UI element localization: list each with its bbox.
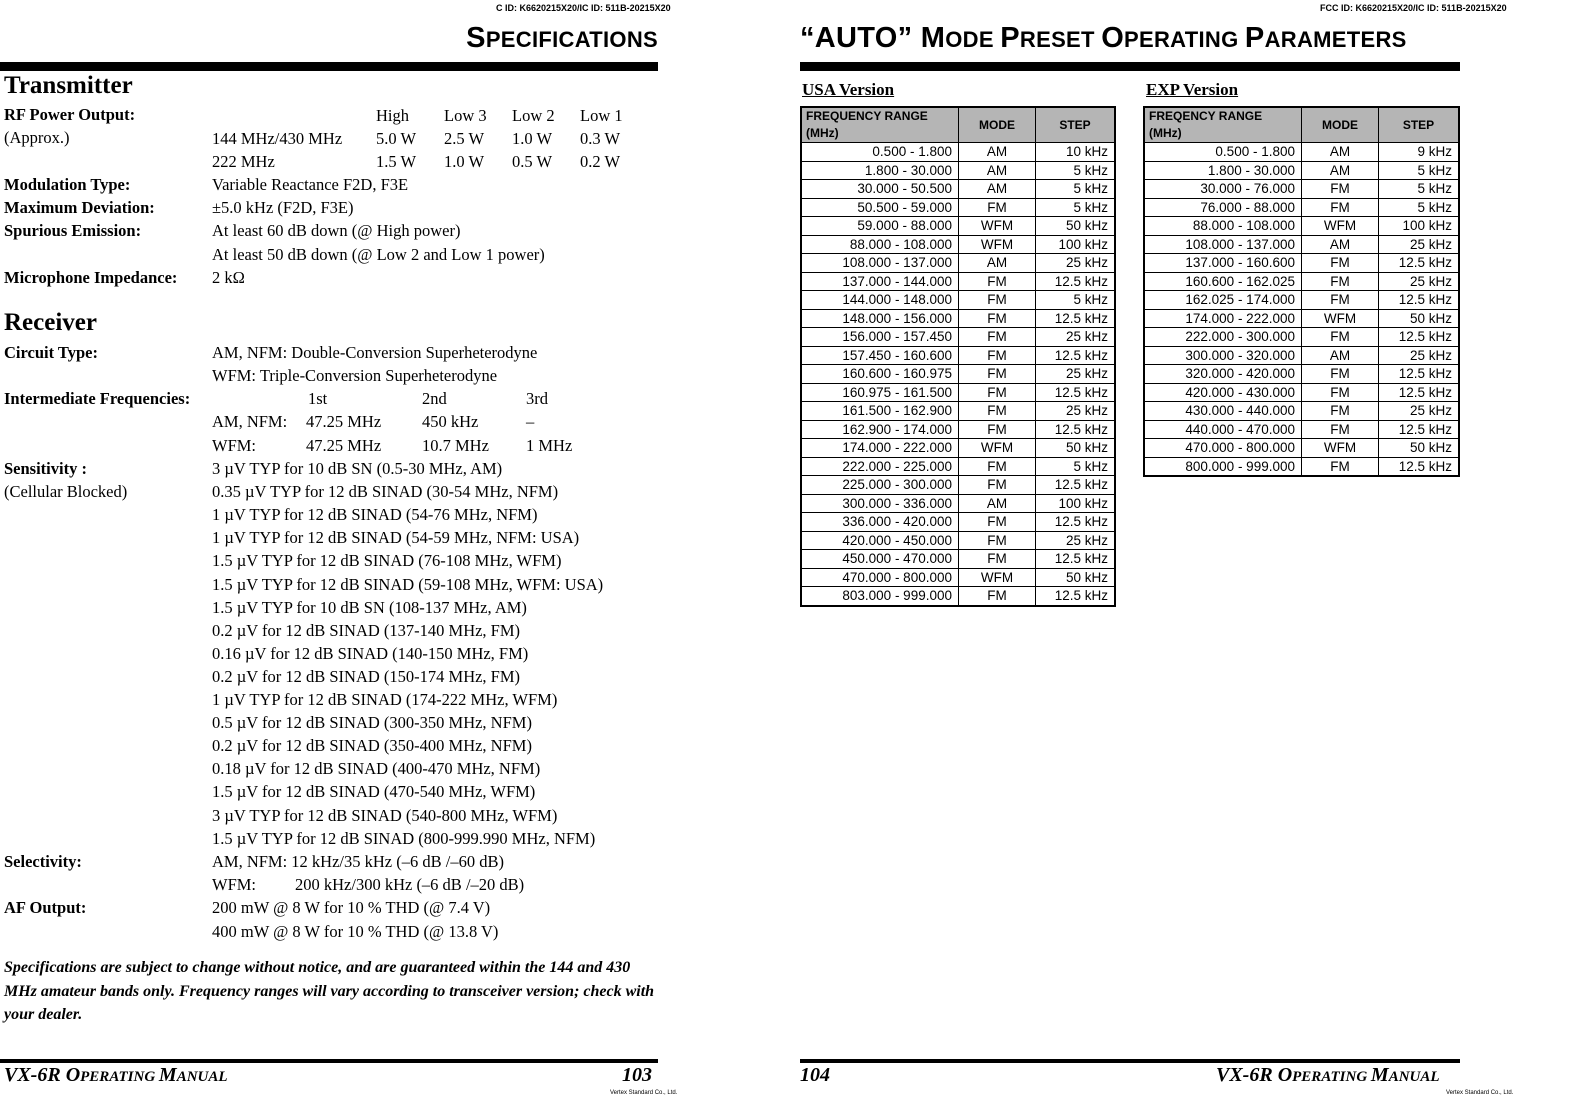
- page-104: [790, 0, 1582, 1115]
- mode-cell: FM: [1302, 254, 1379, 273]
- mode-cell: FM: [959, 346, 1036, 365]
- selectivity-label: Selectivity:: [4, 852, 82, 871]
- if-col-2nd: 2nd: [422, 389, 447, 408]
- table-row: [1144, 420, 1459, 439]
- mode-cell: FM: [959, 587, 1036, 606]
- rf-power-approx-label: (Approx.): [4, 128, 70, 147]
- rf-col-low1: Low 1: [580, 106, 623, 125]
- rf-value: 1.0 W: [444, 152, 485, 171]
- page-title: SPECIFICATIONS: [466, 22, 658, 54]
- mode-cell: AM: [959, 161, 1036, 180]
- mode-cell: WFM: [1302, 309, 1379, 328]
- specifications-note: Specifications are subject to change without notice, and are guaranteed within the 144 and 430 MHz amateur bands only. Frequency ranges will vary according to transceiver version; check with your dealer.: [4, 959, 655, 1023]
- step-cell: 5 kHz: [1379, 198, 1460, 217]
- frequency-range-cell: 162.900 - 174.000: [801, 420, 959, 439]
- sensitivity-value: 1.5 µV for 12 dB SINAD (470-540 MHz, WFM): [212, 782, 536, 802]
- if-mode: AM, NFM:: [212, 412, 288, 431]
- frequency-range-cell: 225.000 - 300.000: [801, 476, 959, 495]
- page-title: “AUTO” MODE PRESET OPERATING PARAMETERS: [800, 22, 1407, 54]
- selectivity-wfm-label: WFM:: [212, 875, 257, 894]
- mode-cell: WFM: [959, 217, 1036, 236]
- sensitivity-label: Sensitivity :: [4, 459, 87, 478]
- step-cell: 9 kHz: [1379, 143, 1460, 162]
- mode-cell: FM: [959, 272, 1036, 291]
- mode-cell: FM: [959, 457, 1036, 476]
- frequency-range-cell: 108.000 - 137.000: [801, 254, 959, 273]
- table-row: [801, 587, 1115, 606]
- step-cell: 12.5 kHz: [1036, 476, 1116, 495]
- step-cell: 50 kHz: [1036, 217, 1116, 236]
- frequency-range-cell: 160.975 - 161.500: [801, 383, 959, 402]
- frequency-range-cell: 470.000 - 800.000: [1144, 439, 1302, 458]
- rf-band: 144 MHz/430 MHz: [212, 129, 343, 148]
- mode-cell: FM: [959, 420, 1036, 439]
- rf-band: 222 MHz: [212, 152, 275, 171]
- if-value: 47.25 MHz: [306, 412, 382, 431]
- if-label: Intermediate Frequencies:: [4, 389, 191, 408]
- frequency-range-cell: 420.000 - 450.000: [801, 531, 959, 550]
- af-output-label: AF Output:: [4, 898, 87, 917]
- table-row: [1144, 217, 1459, 236]
- frequency-range-cell: 450.000 - 470.000: [801, 550, 959, 569]
- table-row: [801, 235, 1115, 254]
- table-header-row: [801, 107, 1115, 143]
- if-col-1st: 1st: [308, 389, 328, 408]
- mode-header: MODE: [1302, 107, 1379, 143]
- step-cell: 5 kHz: [1036, 457, 1116, 476]
- mode-cell: AM: [959, 180, 1036, 199]
- frequency-range-cell: 440.000 - 470.000: [1144, 420, 1302, 439]
- step-header: STEP: [1379, 107, 1460, 143]
- exp-table: [1143, 106, 1460, 477]
- table-row: [801, 513, 1115, 532]
- step-cell: 12.5 kHz: [1379, 365, 1460, 384]
- mode-cell: FM: [1302, 383, 1379, 402]
- mode-cell: FM: [1302, 291, 1379, 310]
- sensitivity-value: 0.2 µV for 12 dB SINAD (137-140 MHz, FM): [212, 620, 521, 640]
- table-row: [1144, 309, 1459, 328]
- frequency-range-header: FREQUENCY RANGE (MHz): [801, 107, 959, 143]
- step-cell: 100 kHz: [1036, 235, 1116, 254]
- table-row: [801, 550, 1115, 569]
- sensitivity-value: 3 µV TYP for 12 dB SINAD (540-800 MHz, WFM): [212, 805, 558, 825]
- sensitivity-value: 0.18 µV for 12 dB SINAD (400-470 MHz, NFM): [212, 759, 541, 779]
- frequency-range-cell: 300.000 - 336.000: [801, 494, 959, 513]
- frequency-range-cell: 320.000 - 420.000: [1144, 365, 1302, 384]
- table-row: [801, 383, 1115, 402]
- circuit-type-value: WFM: Triple-Conversion Superheterodyne: [212, 366, 498, 385]
- frequency-range-cell: 160.600 - 162.025: [1144, 272, 1302, 291]
- table-row: [801, 291, 1115, 310]
- sensitivity-cellular-label: (Cellular Blocked): [4, 482, 128, 501]
- sensitivity-value: 1.5 µV TYP for 12 dB SINAD (76-108 MHz, WFM): [212, 551, 562, 571]
- mode-cell: WFM: [959, 235, 1036, 254]
- mode-cell: FM: [1302, 272, 1379, 291]
- frequency-range-cell: 157.450 - 160.600: [801, 346, 959, 365]
- mode-cell: FM: [959, 550, 1036, 569]
- frequency-range-cell: 0.500 - 1.800: [1144, 143, 1302, 162]
- sensitivity-value: 1.5 µV TYP for 12 dB SINAD (800-999.990 MHz, NFM): [212, 828, 596, 848]
- rf-value: 0.2 W: [580, 152, 621, 171]
- mode-cell: FM: [959, 328, 1036, 347]
- if-mode: WFM:: [212, 436, 257, 455]
- mode-cell: AM: [1302, 235, 1379, 254]
- frequency-range-cell: 144.000 - 148.000: [801, 291, 959, 310]
- mode-cell: FM: [1302, 180, 1379, 199]
- step-cell: 12.5 kHz: [1379, 328, 1460, 347]
- spurious-label: Spurious Emission:: [4, 221, 142, 240]
- frequency-range-cell: 137.000 - 144.000: [801, 272, 959, 291]
- receiver-heading: Receiver: [4, 309, 97, 336]
- mode-cell: FM: [1302, 198, 1379, 217]
- af-output-value: 400 mW @ 8 W for 10 % THD (@ 13.8 V): [212, 922, 499, 941]
- rf-value: 2.5 W: [444, 129, 485, 148]
- mode-cell: FM: [959, 198, 1036, 217]
- table-row: [801, 531, 1115, 550]
- if-value: –: [526, 412, 535, 431]
- frequency-range-cell: 50.500 - 59.000: [801, 198, 959, 217]
- step-cell: 50 kHz: [1379, 309, 1460, 328]
- table-row: [801, 217, 1115, 236]
- footer-rule: [800, 1059, 1460, 1063]
- table-row: [801, 198, 1115, 217]
- frequency-range-cell: 174.000 - 222.000: [801, 439, 959, 458]
- sensitivity-value: 0.2 µV for 12 dB SINAD (350-400 MHz, NFM): [212, 736, 532, 756]
- frequency-range-cell: 1.800 - 30.000: [1144, 161, 1302, 180]
- circuit-type-label: Circuit Type:: [4, 343, 98, 362]
- sensitivity-value: 0.35 µV TYP for 12 dB SINAD (30-54 MHz, NFM): [212, 482, 559, 502]
- step-cell: 12.5 kHz: [1379, 254, 1460, 273]
- mode-cell: AM: [1302, 161, 1379, 180]
- modulation-label: Modulation Type:: [4, 175, 131, 194]
- rf-value: 5.0 W: [376, 129, 417, 148]
- sensitivity-value: 3 µV TYP for 10 dB SN (0.5-30 MHz, AM): [212, 459, 503, 478]
- step-cell: 100 kHz: [1379, 217, 1460, 236]
- circuit-type-value: AM, NFM: Double-Conversion Superheterodyne: [212, 343, 538, 362]
- step-cell: 5 kHz: [1036, 198, 1116, 217]
- footer-rule: [0, 1059, 658, 1063]
- if-value: 1 MHz: [526, 436, 573, 455]
- footer-manual-title: VX-6R OPERATING MANUAL: [4, 1064, 228, 1086]
- frequency-range-cell: 336.000 - 420.000: [801, 513, 959, 532]
- step-cell: 12.5 kHz: [1379, 420, 1460, 439]
- frequency-range-cell: 300.000 - 320.000: [1144, 346, 1302, 365]
- mode-cell: WFM: [1302, 439, 1379, 458]
- step-cell: 12.5 kHz: [1036, 383, 1116, 402]
- frequency-range-cell: 76.000 - 88.000: [1144, 198, 1302, 217]
- rf-value: 0.5 W: [512, 152, 553, 171]
- table-row: [1144, 180, 1459, 199]
- usa-version-heading: USA Version: [802, 80, 895, 99]
- step-cell: 5 kHz: [1036, 161, 1116, 180]
- table-row: [1144, 272, 1459, 291]
- usa-table: [800, 106, 1116, 607]
- frequency-range-cell: 470.000 - 800.000: [801, 568, 959, 587]
- modulation-value: Variable Reactance F2D, F3E: [212, 175, 409, 194]
- frequency-range-cell: 160.600 - 160.975: [801, 365, 959, 384]
- mode-cell: AM: [1302, 143, 1379, 162]
- step-cell: 100 kHz: [1036, 494, 1116, 513]
- table-row: [1144, 198, 1459, 217]
- frequency-range-cell: 148.000 - 156.000: [801, 309, 959, 328]
- sensitivity-value: 1.5 µV TYP for 10 dB SN (108-137 MHz, AM): [212, 597, 527, 617]
- table-row: [801, 328, 1115, 347]
- page-number: 103: [622, 1064, 652, 1086]
- table-row: [1144, 328, 1459, 347]
- mode-cell: AM: [1302, 346, 1379, 365]
- mode-cell: FM: [959, 291, 1036, 310]
- step-cell: 25 kHz: [1036, 254, 1116, 273]
- mode-cell: WFM: [959, 568, 1036, 587]
- step-cell: 12.5 kHz: [1036, 550, 1116, 569]
- table-row: [801, 439, 1115, 458]
- sensitivity-value: 1 µV TYP for 12 dB SINAD (54-59 MHz, NFM: USA): [212, 528, 580, 548]
- selectivity-value: AM, NFM: 12 kHz/35 kHz (–6 dB /–60 dB): [212, 852, 504, 871]
- frequency-range-cell: 222.000 - 300.000: [1144, 328, 1302, 347]
- selectivity-wfm-value: 200 kHz/300 kHz (–6 dB /–20 dB): [295, 875, 525, 894]
- table-row: [1144, 143, 1459, 162]
- sensitivity-value: 0.5 µV for 12 dB SINAD (300-350 MHz, NFM): [212, 713, 532, 733]
- frequency-range-cell: 88.000 - 108.000: [1144, 217, 1302, 236]
- table-row: [801, 365, 1115, 384]
- mic-impedance-label: Microphone Impedance:: [4, 268, 178, 287]
- title-rule: [800, 62, 1460, 71]
- mode-cell: FM: [959, 531, 1036, 550]
- table-row: [1144, 254, 1459, 273]
- frequency-range-cell: 1.800 - 30.000: [801, 161, 959, 180]
- step-cell: 50 kHz: [1036, 439, 1116, 458]
- mic-impedance-value: 2 kΩ: [212, 268, 245, 287]
- step-cell: 5 kHz: [1036, 291, 1116, 310]
- frequency-range-cell: 88.000 - 108.000: [801, 235, 959, 254]
- step-cell: 12.5 kHz: [1036, 420, 1116, 439]
- mode-cell: FM: [959, 365, 1036, 384]
- frequency-range-cell: 137.000 - 160.600: [1144, 254, 1302, 273]
- step-cell: 25 kHz: [1036, 531, 1116, 550]
- mode-cell: FM: [959, 476, 1036, 495]
- frequency-range-cell: 0.500 - 1.800: [801, 143, 959, 162]
- table-row: [801, 457, 1115, 476]
- step-header: STEP: [1036, 107, 1116, 143]
- if-value: 47.25 MHz: [306, 436, 382, 455]
- rf-value: 1.5 W: [376, 152, 417, 171]
- mode-cell: AM: [959, 143, 1036, 162]
- rf-value: 0.3 W: [580, 129, 621, 148]
- if-value: 450 kHz: [422, 412, 479, 431]
- frequency-range-cell: 222.000 - 225.000: [801, 457, 959, 476]
- rf-power-label: RF Power Output:: [4, 105, 136, 124]
- frequency-range-cell: 156.000 - 157.450: [801, 328, 959, 347]
- frequency-range-header: FREQENCY RANGE (MHz): [1144, 107, 1302, 143]
- sensitivity-value: 1.5 µV TYP for 12 dB SINAD (59-108 MHz, WFM: USA): [212, 574, 604, 594]
- table-row: [801, 272, 1115, 291]
- step-cell: 50 kHz: [1379, 439, 1460, 458]
- deviation-label: Maximum Deviation:: [4, 198, 155, 217]
- step-cell: 10 kHz: [1036, 143, 1116, 162]
- table-row: [801, 254, 1115, 273]
- rf-col-high: High: [376, 106, 409, 125]
- table-row: [1144, 457, 1459, 476]
- frequency-range-cell: 800.000 - 999.000: [1144, 457, 1302, 476]
- if-value: 10.7 MHz: [422, 436, 489, 455]
- sensitivity-value: 0.2 µV for 12 dB SINAD (150-174 MHz, FM): [212, 666, 521, 686]
- mode-cell: FM: [959, 513, 1036, 532]
- frequency-range-cell: 162.025 - 174.000: [1144, 291, 1302, 310]
- frequency-range-cell: 420.000 - 430.000: [1144, 383, 1302, 402]
- exp-version-heading: EXP Version: [1146, 80, 1239, 99]
- table-row: [1144, 365, 1459, 384]
- mode-cell: FM: [959, 383, 1036, 402]
- frequency-range-cell: 803.000 - 999.000: [801, 587, 959, 606]
- step-cell: 12.5 kHz: [1379, 383, 1460, 402]
- step-cell: 25 kHz: [1036, 365, 1116, 384]
- mode-cell: AM: [959, 254, 1036, 273]
- af-output-value: 200 mW @ 8 W for 10 % THD (@ 7.4 V): [212, 898, 491, 917]
- mode-cell: FM: [1302, 457, 1379, 476]
- step-cell: 25 kHz: [1379, 272, 1460, 291]
- table-row: [801, 420, 1115, 439]
- table-row: [801, 161, 1115, 180]
- mode-cell: FM: [1302, 420, 1379, 439]
- step-cell: 25 kHz: [1379, 235, 1460, 254]
- table-row: [1144, 291, 1459, 310]
- fcc-id-header: FCC ID: K6620215X20/IC ID: 511B-20215X20: [1320, 3, 1507, 13]
- table-row: [1144, 383, 1459, 402]
- table-row: [1144, 235, 1459, 254]
- mode-cell: FM: [959, 402, 1036, 421]
- frequency-range-cell: 108.000 - 137.000: [1144, 235, 1302, 254]
- mode-cell: FM: [1302, 402, 1379, 421]
- step-cell: 5 kHz: [1036, 180, 1116, 199]
- step-cell: 50 kHz: [1036, 568, 1116, 587]
- rf-value: 1.0 W: [512, 129, 553, 148]
- title-rule: [0, 62, 658, 71]
- sensitivity-value: 0.16 µV for 12 dB SINAD (140-150 MHz, FM): [212, 643, 529, 663]
- mode-cell: WFM: [959, 439, 1036, 458]
- frequency-range-cell: 30.000 - 76.000: [1144, 180, 1302, 199]
- frequency-range-cell: 59.000 - 88.000: [801, 217, 959, 236]
- mode-cell: AM: [959, 494, 1036, 513]
- mode-cell: FM: [1302, 328, 1379, 347]
- rf-col-low2: Low 2: [512, 106, 555, 125]
- step-cell: 25 kHz: [1379, 346, 1460, 365]
- step-cell: 12.5 kHz: [1036, 346, 1116, 365]
- mode-cell: WFM: [1302, 217, 1379, 236]
- step-cell: 12.5 kHz: [1379, 457, 1460, 476]
- mode-cell: FM: [959, 309, 1036, 328]
- transmitter-heading: Transmitter: [4, 72, 133, 99]
- table-row: [1144, 402, 1459, 421]
- table-row: [801, 476, 1115, 495]
- table-row: [1144, 439, 1459, 458]
- frequency-range-cell: 161.500 - 162.900: [801, 402, 959, 421]
- table-row: [1144, 161, 1459, 180]
- spurious-value: At least 60 dB down (@ High power): [212, 221, 461, 240]
- table-row: [1144, 346, 1459, 365]
- frequency-range-cell: 30.000 - 50.500: [801, 180, 959, 199]
- publisher: Vertex Standard Co., Ltd.: [610, 1090, 678, 1096]
- table-row: [801, 494, 1115, 513]
- rf-col-low3: Low 3: [444, 106, 487, 125]
- table-row: [801, 402, 1115, 421]
- sensitivity-value: 1 µV TYP for 12 dB SINAD (174-222 MHz, WFM): [212, 690, 558, 709]
- step-cell: 12.5 kHz: [1036, 587, 1116, 606]
- fcc-id-header: C ID: K6620215X20/IC ID: 511B-20215X20: [496, 3, 671, 13]
- step-cell: 25 kHz: [1036, 402, 1116, 421]
- spurious-value: At least 50 dB down (@ Low 2 and Low 1 power): [212, 245, 545, 264]
- footer-manual-title: VX-6R OPERATING MANUAL: [1216, 1064, 1440, 1086]
- table-row: [801, 568, 1115, 587]
- step-cell: 25 kHz: [1379, 402, 1460, 421]
- mode-cell: FM: [1302, 365, 1379, 384]
- frequency-range-cell: 174.000 - 222.000: [1144, 309, 1302, 328]
- page-103: [0, 0, 700, 1115]
- table-row: [801, 143, 1115, 162]
- table-row: [801, 180, 1115, 199]
- if-col-3rd: 3rd: [526, 389, 548, 408]
- mode-header: MODE: [959, 107, 1036, 143]
- step-cell: 12.5 kHz: [1036, 272, 1116, 291]
- table-row: [801, 309, 1115, 328]
- step-cell: 5 kHz: [1379, 161, 1460, 180]
- step-cell: 12.5 kHz: [1036, 309, 1116, 328]
- deviation-value: ±5.0 kHz (F2D, F3E): [212, 198, 354, 217]
- publisher: Vertex Standard Co., Ltd.: [1446, 1090, 1514, 1096]
- frequency-range-cell: 430.000 - 440.000: [1144, 402, 1302, 421]
- step-cell: 25 kHz: [1036, 328, 1116, 347]
- table-row: [801, 346, 1115, 365]
- sensitivity-value: 1 µV TYP for 12 dB SINAD (54-76 MHz, NFM): [212, 505, 538, 525]
- step-cell: 5 kHz: [1379, 180, 1460, 199]
- page-number: 104: [800, 1064, 830, 1086]
- table-header-row: [1144, 107, 1459, 143]
- step-cell: 12.5 kHz: [1036, 513, 1116, 532]
- step-cell: 12.5 kHz: [1379, 291, 1460, 310]
